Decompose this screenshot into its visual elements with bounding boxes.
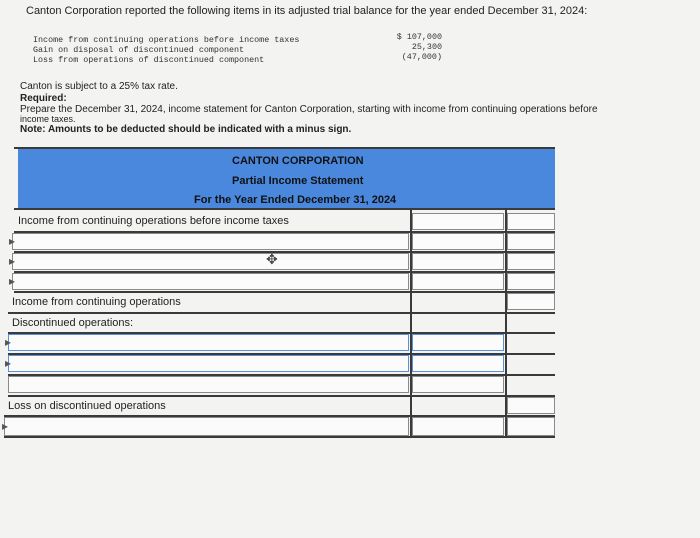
total-input[interactable] <box>507 253 555 270</box>
line-item-input[interactable] <box>12 253 409 270</box>
dropdown-caret-icon[interactable]: ▸ <box>5 335 12 349</box>
tax-note: Canton is subject to a 25% tax rate. <box>20 81 178 92</box>
total-input[interactable] <box>507 213 555 230</box>
row-divider <box>8 312 555 314</box>
statement-title: Partial Income Statement <box>232 175 364 187</box>
total-input[interactable] <box>507 293 555 310</box>
line-item-input[interactable] <box>12 233 409 250</box>
line-item-input[interactable] <box>4 417 409 436</box>
row-label: Income from continuing operations before income taxes <box>18 215 289 227</box>
row-label: Loss on discontinued operations <box>8 400 166 412</box>
amount-input[interactable] <box>412 213 504 230</box>
line-item-input[interactable] <box>8 334 409 351</box>
income-statement-table <box>4 147 556 437</box>
row-divider <box>4 436 555 438</box>
minus-sign-note: Note: Amounts to be deducted should be indicated with a minus sign. <box>20 124 352 135</box>
required-label: Required: <box>20 93 67 104</box>
total-input[interactable] <box>507 417 555 436</box>
row-label: Income from continuing operations <box>12 296 181 308</box>
trial-item-label: Loss from operations of discontinued component <box>33 55 265 65</box>
total-input[interactable] <box>507 233 555 250</box>
total-input[interactable] <box>507 273 555 290</box>
move-cross-icon: ✥ <box>266 251 278 267</box>
problem-intro: Canton Corporation reported the following items in its adjusted trial balance for the year ended December 31, 2024: <box>26 5 588 17</box>
line-item-input[interactable] <box>8 376 409 393</box>
trial-item-amount: (47,000) <box>401 52 442 62</box>
row-divider <box>14 291 555 293</box>
amount-input[interactable] <box>412 376 504 393</box>
trial-item-amount: 25,300 <box>411 42 442 52</box>
dropdown-caret-icon[interactable]: ▸ <box>9 274 16 288</box>
total-input[interactable] <box>507 397 555 414</box>
row-label: Discontinued operations: <box>12 317 134 329</box>
amount-input[interactable] <box>412 334 504 351</box>
amount-input[interactable] <box>412 417 504 436</box>
amount-input[interactable] <box>412 355 504 372</box>
row-divider <box>8 395 555 397</box>
company-name: CANTON CORPORATION <box>232 155 364 167</box>
dropdown-caret-icon[interactable]: ▸ <box>9 254 16 268</box>
dropdown-caret-icon[interactable]: ▸ <box>5 356 12 370</box>
trial-item-label: Income from continuing operations before income taxes <box>33 35 300 45</box>
statement-period: For the Year Ended December 31, 2024 <box>194 194 397 206</box>
dropdown-caret-icon[interactable]: ▸ <box>9 234 16 248</box>
amount-input[interactable] <box>412 253 504 270</box>
required-text-cont: income taxes. <box>20 114 76 124</box>
line-item-input[interactable] <box>8 355 409 372</box>
amount-input[interactable] <box>412 233 504 250</box>
dropdown-caret-icon[interactable]: ▸ <box>2 419 9 433</box>
row-divider <box>14 208 555 210</box>
row-divider <box>14 147 555 149</box>
trial-item-label: Gain on disposal of discontinued component <box>33 45 245 55</box>
trial-item-amount: $ 107,000 <box>396 32 442 42</box>
amount-input[interactable] <box>412 273 504 290</box>
required-text: Prepare the December 31, 2024, income statement for Canton Corporation, starting with income from continuing operations before <box>20 104 598 115</box>
line-item-input[interactable] <box>12 273 409 290</box>
